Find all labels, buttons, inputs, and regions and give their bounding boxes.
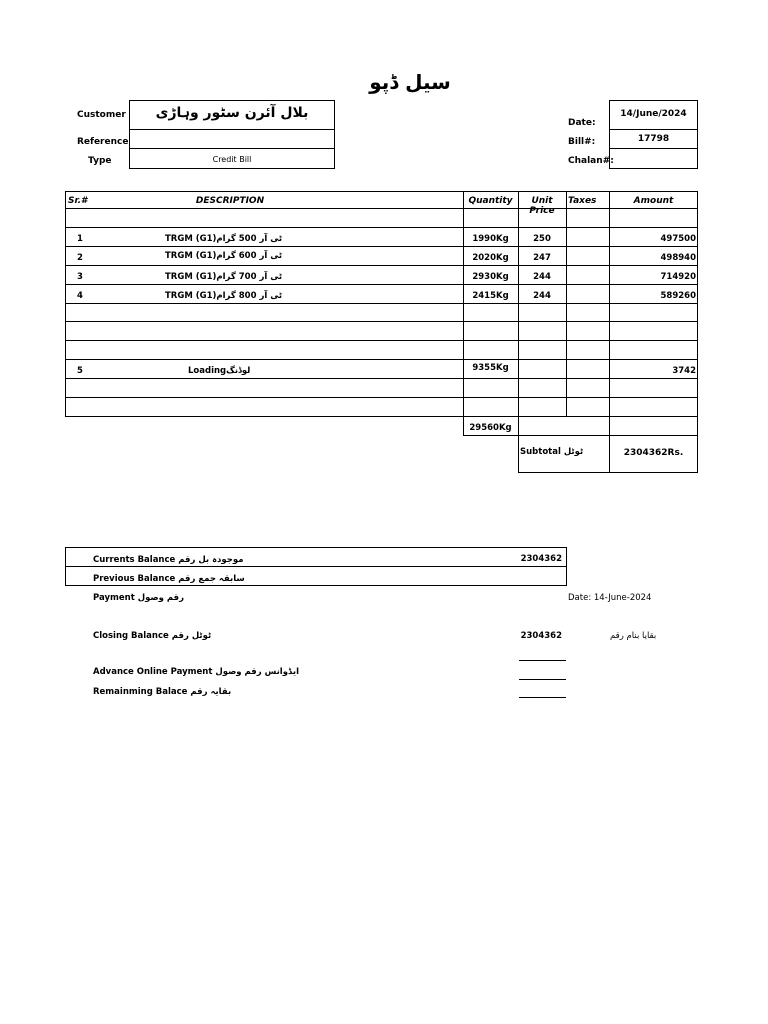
row-3-quantity: 2930Kg bbox=[472, 272, 509, 282]
subtotal-value: 2304362Rs. bbox=[623, 448, 684, 458]
bill-label: Bill#: bbox=[568, 137, 596, 147]
row-line bbox=[65, 246, 698, 247]
col-header-unit-price: Unit Price bbox=[529, 196, 555, 216]
customer-label: Customer bbox=[77, 110, 126, 120]
items-table bbox=[65, 191, 698, 417]
row-1-amount: 497500 bbox=[660, 234, 696, 244]
signature-line bbox=[519, 679, 566, 680]
row-2-amount: 498940 bbox=[660, 253, 696, 263]
row-1-description: TRGM (G1)ٹی آر 500 گرام bbox=[165, 234, 283, 244]
previous-balance-label: Previous Balance سابقہ جمع رقم bbox=[93, 574, 245, 584]
row-line bbox=[65, 359, 698, 360]
col-line bbox=[566, 191, 567, 417]
row-line bbox=[65, 284, 698, 285]
divider bbox=[129, 148, 335, 149]
divider bbox=[129, 129, 335, 130]
row-5-description: Loadingلوڈنگ bbox=[188, 366, 251, 376]
customer-value: بلال آئرن سٹور وہاڑی bbox=[155, 105, 309, 121]
row-4-amount: 589260 bbox=[660, 291, 696, 301]
row-line bbox=[65, 208, 698, 209]
payment-date: Date: 14-June-2024 bbox=[568, 593, 652, 603]
row-2-unit-price: 247 bbox=[533, 253, 551, 263]
type-label: Type bbox=[88, 156, 112, 166]
row-3-sr: 3 bbox=[77, 272, 83, 282]
total-line bbox=[518, 472, 698, 473]
bill-value: 17798 bbox=[637, 134, 670, 144]
current-balance-value: 2304362 bbox=[520, 554, 562, 564]
signature-line bbox=[519, 660, 566, 661]
row-line bbox=[65, 265, 698, 266]
row-3-description: TRGM (G1)ٹی آر 700 گرام bbox=[165, 272, 283, 282]
row-2-sr: 2 bbox=[77, 253, 83, 263]
page-title: سیل ڈپو bbox=[369, 70, 451, 94]
row-line bbox=[65, 340, 698, 341]
row-4-description: TRGM (G1)ٹی آر 800 گرام bbox=[165, 291, 283, 301]
divider bbox=[609, 148, 698, 149]
date-label: Date: bbox=[568, 118, 596, 128]
closing-balance-note: بقایا بنام رقم bbox=[610, 631, 657, 641]
row-5-amount: 3742 bbox=[672, 366, 696, 376]
row-3-unit-price: 244 bbox=[533, 272, 551, 282]
row-line bbox=[65, 303, 698, 304]
divider bbox=[65, 566, 567, 567]
col-line bbox=[463, 191, 464, 435]
remaining-balance-label: Remainming Balace بقایہ رقم bbox=[93, 687, 232, 697]
subtotal-label: Subtotal ٹوٹل bbox=[520, 447, 584, 457]
reference-label: Reference bbox=[77, 137, 129, 147]
current-balance-label: Currents Balance موجودہ بل رقم bbox=[93, 555, 244, 565]
row-2-description: TRGM (G1)ٹی آر 600 گرام bbox=[165, 251, 283, 261]
col-header-description: DESCRIPTION bbox=[195, 196, 265, 206]
closing-balance-value: 2304362 bbox=[520, 631, 562, 641]
col-header-taxes: Taxes bbox=[568, 196, 597, 206]
payment-label: Payment رقم وصول bbox=[93, 593, 185, 603]
row-line bbox=[65, 378, 698, 379]
row-4-sr: 4 bbox=[77, 291, 83, 301]
signature-line bbox=[519, 697, 566, 698]
row-1-unit-price: 250 bbox=[533, 234, 551, 244]
total-line bbox=[463, 435, 698, 436]
total-quantity: 29560Kg bbox=[469, 423, 512, 433]
row-line bbox=[65, 227, 698, 228]
col-header-sr: Sr.# bbox=[68, 196, 88, 206]
row-4-quantity: 2415Kg bbox=[472, 291, 509, 301]
closing-balance-label: Closing Balance ٹوٹل رقم bbox=[93, 631, 212, 641]
row-line bbox=[65, 321, 698, 322]
row-5-quantity: 9355Kg bbox=[472, 363, 509, 373]
divider bbox=[609, 129, 698, 130]
row-1-quantity: 1990Kg bbox=[472, 234, 509, 244]
date-value: 14/June/2024 bbox=[620, 109, 687, 119]
total-line bbox=[697, 416, 698, 473]
col-header-amount: Amount bbox=[633, 196, 674, 206]
col-header-quantity: Quantity bbox=[468, 196, 513, 206]
chalan-label: Chalan#: bbox=[568, 156, 614, 166]
type-value: Credit Bill bbox=[212, 155, 252, 164]
row-1-sr: 1 bbox=[77, 234, 83, 244]
row-5-sr: 5 bbox=[77, 366, 83, 376]
row-4-unit-price: 244 bbox=[533, 291, 551, 301]
row-2-quantity: 2020Kg bbox=[472, 253, 509, 263]
advance-payment-label: Advance Online Payment ایڈوانس رقم وصول bbox=[93, 667, 300, 677]
row-3-amount: 714920 bbox=[660, 272, 696, 282]
row-line bbox=[65, 397, 698, 398]
